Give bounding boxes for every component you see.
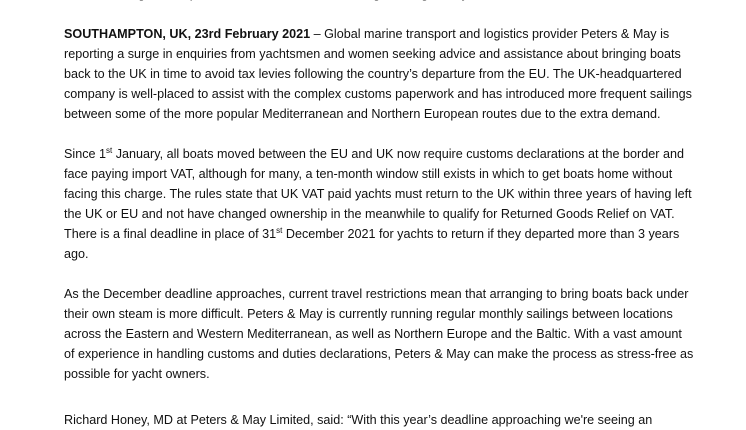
paragraph-deadline bbox=[64, 284, 694, 384]
superscript-st-1: st bbox=[106, 145, 113, 155]
clipped-header-text bbox=[64, 0, 684, 3]
paragraph-rules-part2: January, all boats moved between the EU and UK now require customs declarations at the border and face paying import VAT, although for many, a ten-month window still exists in which to get boats home without facing this charge. The rules state that UK VAT paid yachts must return to the UK within three years of having left the UK or EU and not have changed ownership in the meanwhile to qualify for Returned Goods Relief on VAT. There is a final deadline in place of 31 bbox=[64, 147, 692, 241]
clipped-bottom-line bbox=[64, 410, 704, 427]
paragraph-rules-part3: December 2021 for yachts to return if they departed more than 3 years ago. bbox=[64, 227, 680, 261]
paragraph-rules-part1: Since 1 bbox=[64, 147, 107, 161]
paragraph-intro-text: – Global marine transport and logistics provider Peters & May is reporting a surge in enquiries from yachtsmen and women seeking advice and assistance about bringing boats back to the UK in time to avoid tax levies following the country’s departure from the EU. The UK-headquartered company is well-placed to assist with the complex customs paperwork and has introduced more frequent sailings between some of the more popular Mediterranean and Northern European routes due to the extra demand. bbox=[64, 27, 692, 121]
paragraph-deadline-text: As the December deadline approaches, current travel restrictions mean that arranging to bring boats back under their own steam is more difficult. Peters & May is currently running regular monthly sailings between locations across the Eastern and Western Mediterranean, as well as Northern Europe and the Baltic. With a vast amount of experience in handling customs and duties declarations, Peters & May can make the process as stress-free as possible for yacht owners. bbox=[64, 287, 694, 381]
clipped-bottom-text: Richard Honey, MD at Peters & May Limited, said: “With this year’s deadline approaching we're seeing an bbox=[64, 413, 653, 427]
press-release-body bbox=[64, 24, 694, 404]
clipped-header-line bbox=[64, 0, 684, 3]
dateline: SOUTHAMPTON, UK, 23rd February 2021 bbox=[64, 27, 311, 41]
paragraph-intro bbox=[64, 24, 694, 124]
paragraph-rules bbox=[64, 144, 694, 264]
superscript-st-2: st bbox=[276, 225, 283, 235]
